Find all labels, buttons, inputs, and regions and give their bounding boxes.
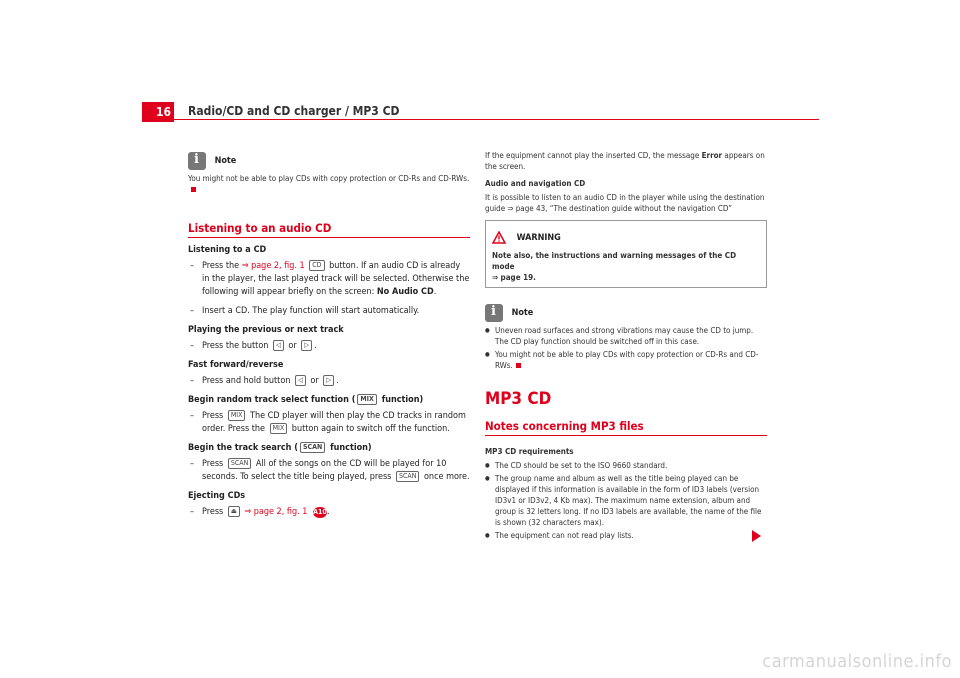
mp3-bullet: ● The equipment can not read play lists. (485, 530, 767, 541)
step-eject: – Press ⏏ ⇒ page 2, fig. 1 A10. (188, 506, 470, 519)
subheading-listen: Listening to a CD (188, 244, 267, 255)
note-info-icon (485, 304, 503, 322)
note-block-2 (485, 302, 767, 371)
no-audio-cd-message: No Audio CD (376, 286, 434, 297)
section-mp3 (485, 419, 767, 436)
step-press-cd: – Press the ⇒ page 2, fig. 1 CD button. If an audio CD is already in the player, the last played track will be selected. Otherwise the following will appear briefly on the screen: No Audio CD. (188, 260, 470, 299)
subheading-mp3-req: MP3 CD requirements (485, 446, 574, 456)
end-marker-icon (516, 363, 521, 368)
mix-key: MIX (270, 423, 288, 434)
page-header-title: Radio/CD and CD charger / MP3 CD (188, 104, 400, 118)
section-listening (188, 221, 470, 238)
next-page-arrow-icon (752, 530, 761, 542)
warning-icon (492, 231, 506, 244)
header-rule (174, 119, 819, 120)
subheading-random: Begin random track select function ( MIX function) (188, 394, 424, 405)
left-column (188, 150, 470, 519)
right-column (485, 150, 767, 541)
subheading-eject: Ejecting CDs (188, 490, 246, 501)
cd-key: CD (309, 260, 324, 271)
error-message: Error (701, 151, 723, 160)
a10-badge: A10 (313, 507, 327, 516)
watermark: carmanualsonline.info (762, 651, 952, 672)
subheading-ff: Fast forward/reverse (188, 359, 284, 370)
eject-icon: ⏏ (228, 506, 240, 517)
subheading-prev-next: Playing the previous or next track (188, 324, 344, 335)
warning-text: Note also, the instructions and warning messages of the CD mode ⇒ page 19. (492, 251, 737, 282)
end-marker-icon (191, 187, 196, 192)
scan-key: SCAN (396, 471, 419, 482)
note-block (188, 150, 470, 195)
forward-icon: ▷ (323, 375, 334, 386)
subheading-scan: Begin the track search ( SCAN function) (188, 442, 372, 453)
page-number: 16 (142, 102, 174, 122)
section-title: Notes concerning MP3 files (485, 418, 644, 433)
step-random: – Press MIX The CD player will then play the CD tracks in random order. Press the MIX button again to switch off the function. (188, 410, 470, 436)
note-text: You might not be able to play CDs with copy protection or CD-Rs and CD-RWs. (188, 173, 470, 195)
next-track-icon: ▷ (301, 340, 312, 351)
note-bullet: ● Uneven road surfaces and strong vibrations may cause the CD to jump. The CD play function should be switched off in this case. (485, 325, 767, 347)
section-rule (188, 237, 470, 238)
step-scan: – Press SCAN All of the songs on the CD will be played for 10 seconds. To select the title being played, press SCAN once more. (188, 458, 470, 484)
audio-nav-text: It is possible to listen to an audio CD in the player while using the destination guide ⇒ page 43, “The destination guide without the navigation CD” (485, 193, 765, 213)
mp3-bullet: ● The group name and album as well as the title being played can be displayed if this information is available in the form of ID3 labels (version ID3v1 or ID3v2, 4 Kb max). The maximum name extension, album and group is 32 letters long. If no ID3 labels are available, the name of the file is shown (32 characters max). (485, 473, 767, 528)
note-bullet: ● You might not be able to play CDs with copy protection or CD-Rs and CD-RWs. (485, 349, 767, 371)
note-title: Note (214, 155, 237, 166)
mp3-heading: MP3 CD (485, 388, 552, 409)
scan-key: SCAN (228, 458, 251, 469)
mix-key: MIX (357, 394, 376, 405)
error-paragraph: If the equipment cannot play the inserted CD, the message Error appears on the screen. (485, 151, 765, 171)
warning-box (485, 220, 767, 288)
fig-link[interactable]: ⇒ page 2, fig. 1 (241, 260, 305, 271)
previous-track-icon: ◁ (273, 340, 284, 351)
note-info-icon (188, 152, 206, 170)
mp3-bullet: ● The CD should be set to the ISO 9660 standard. (485, 460, 767, 471)
section-title: Listening to an audio CD (188, 220, 332, 235)
fig-link[interactable]: ⇒ page 2, fig. 1 (244, 506, 308, 517)
note-title: Note (511, 307, 534, 318)
mix-key: MIX (228, 410, 246, 421)
scan-key: SCAN (300, 442, 325, 453)
step-prev-next: – Press the button ◁ or ▷ . (188, 340, 470, 353)
subheading-audio-nav: Audio and navigation CD (485, 179, 586, 188)
section-rule (485, 435, 767, 436)
warning-title: WARNING (516, 232, 561, 243)
step-insert-cd: – Insert a CD. The play function will start automatically. (188, 305, 470, 318)
step-ff: – Press and hold button ◁ or ▷ . (188, 375, 470, 388)
rewind-icon: ◁ (295, 375, 306, 386)
